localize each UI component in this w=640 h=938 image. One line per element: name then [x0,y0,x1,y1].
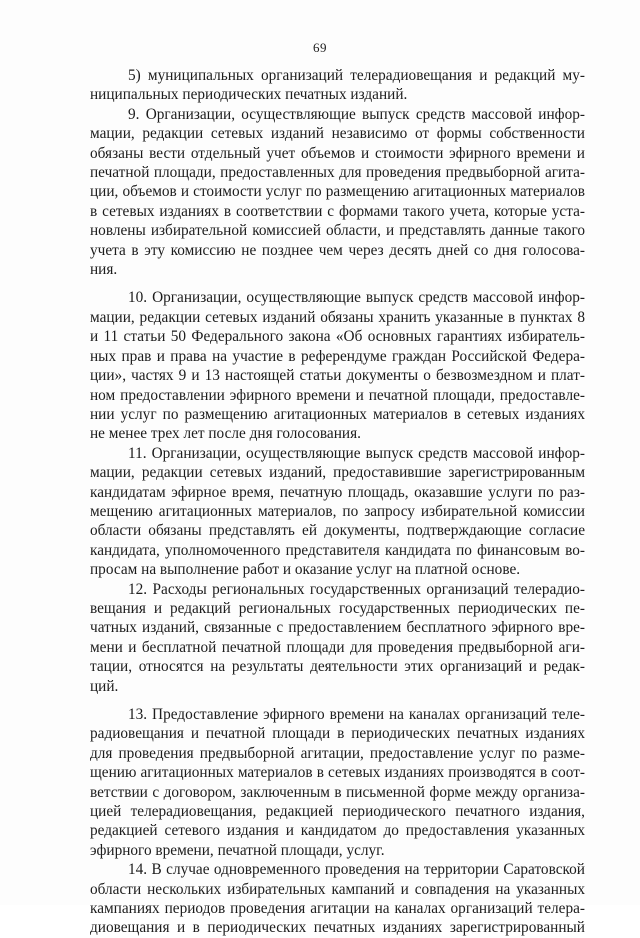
paragraph-10: 10. Организации, осуществляющие выпуск средств массовой информации, редакции сетевых изданий обязаны хранить указанные в пунктах 8 и 11 статьи 50 Федерального закона «Об основных гарантиях избирательных прав и права на участие в референдуме граждан Российской Федерации», частях 9 и 13 настоящей статьи документы о безвозмездном и платном предоставлении эфирного времени и печатной площади, предоставлении услуг по размещению агитационных материалов в сетевых изданиях не менее трех лет после дня голосования. [90,289,585,443]
page-number: 69 [313,40,327,55]
document-body [90,66,585,938]
paragraph-12: 12. Расходы региональных государственных организаций телерадиовещания и редакций региональных государственных периодических печатных изданий, связанные с предоставлением бесплатного эфирного времени и бесплатной печатной площади для проведения предвыборной агитации, относятся на результаты деятельности этих организаций и редакций. [90,580,585,695]
paragraph-item-5: 5) муниципальных организаций телерадиовещания и редакций муниципальных периодических печатных изданий. [90,67,585,104]
paragraph-13: 13. Предоставление эфирного времени на каналах организаций телерадиовещания и печатной площади в периодических печатных изданиях для проведения предвыборной агитации, предоставление услуг по размещению агитационных материалов в сетевых изданиях производятся в соответствии с договором, заключенным в письменной форме между организацией телерадиовещания, редакцией периодического печатного издания, редакцией сетевого издания и кандидатом до предоставления указанных эфирного времени, печатной площади, услуг. [90,706,585,859]
paragraph-9: 9. Организации, осуществляющие выпуск средств массовой информации, редакции сетевых изданий независимо от формы собственности обязаны вести отдельный учет объемов и стоимости эфирного времени и печатной площади, предоставленных для проведения предвыборной агитации, объемов и стоимости услуг по размещению агитационных материалов в сетевых изданиях в соответствии с формами такого учета, которые установлены избирательной комиссией области, и представлять данные такого учета в эту комиссию не позднее чем через десять дней со дня голосования. [90,105,585,279]
paragraph-14: 14. В случае одновременного проведения на территории Саратовской области нескольких избирательных кампаний и совпадения на указанных кампаниях периодов проведения агитации на каналах организаций телерадиовещания и в периодических печатных изданиях зарегистрированный [90,861,585,937]
paragraph-11: 11. Организации, осуществляющие выпуск средств массовой информации, редакции сетевых изданий, предоставившие зарегистрированным кандидатам эфирное время, печатную площадь, оказавшие услуги по размещению агитационных материалов, по запросу избирательной комиссии области обязаны представлять ей документы, подтверждающие согласие кандидата, уполномоченного представителя кандидата по финансовым вопросам на выполнение работ и оказание услуг на платной основе. [90,444,585,579]
